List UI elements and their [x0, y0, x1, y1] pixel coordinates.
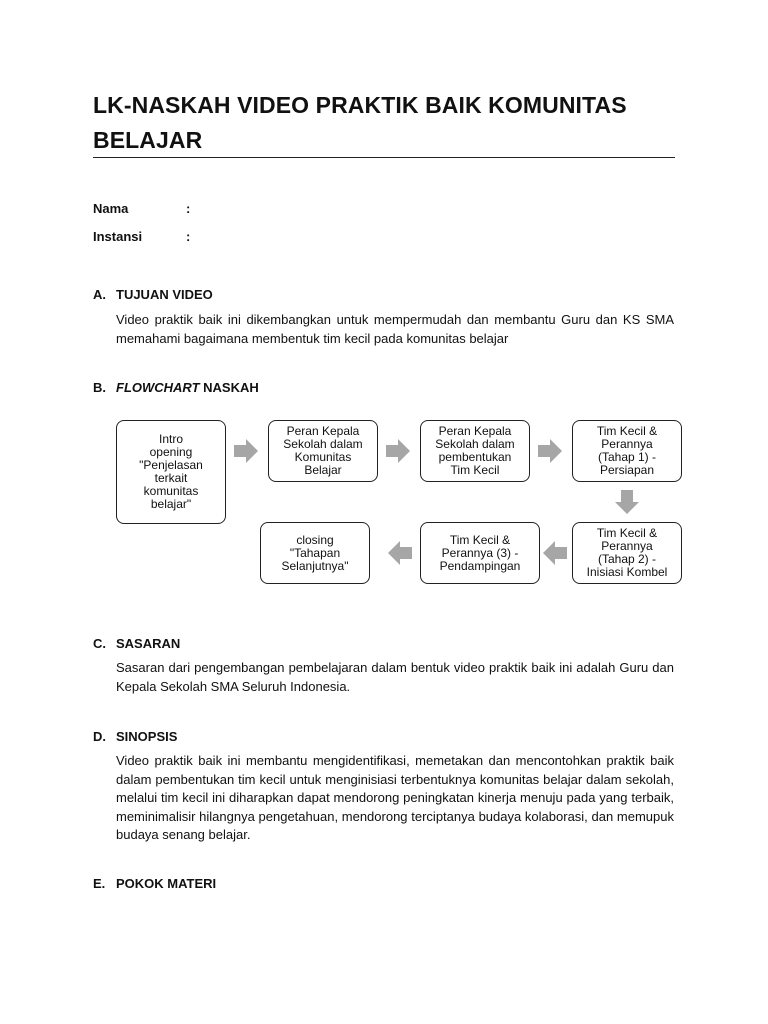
- field-instansi-colon: :: [186, 229, 191, 244]
- field-instansi-label: Instansi: [93, 229, 143, 244]
- section-c-letter: C.: [93, 636, 106, 651]
- flow-arrow-down-icon: [615, 490, 639, 514]
- section-d-body: Video praktik baik ini membantu mengidentifikasi, memetakan dan mencontohkan praktik baik dalam pembentukan tim kecil untuk menginisiasi terbentuknya komunitas belajar dalam sekolah, melalui tim kecil ini diharapkan dapat mendorong peningkatan kinerja menuju pada yang terbaik, meminimalisir hilangnya pengetahuan, mendorong terciptanya budaya kolaborasi, dan memupuk budaya senang belajar.: [116, 753, 674, 842]
- section-e-heading: [93, 876, 216, 891]
- section-a-body: Video praktik baik ini dikembangkan untuk mempermudah dan membantu Guru dan KS SMA memahami bagaimana membentuk tim kecil pada komunitas belajar: [116, 312, 674, 346]
- section-b-letter: B.: [93, 380, 106, 395]
- section-a-letter: A.: [93, 287, 106, 302]
- section-a-heading: [93, 287, 213, 302]
- section-c-heading: [93, 636, 180, 651]
- flow-arrow-left-icon: [388, 541, 412, 565]
- field-nama: [93, 201, 190, 216]
- section-e-letter: E.: [93, 876, 106, 891]
- document-title: LK-NASKAH VIDEO PRAKTIK BAIK KOMUNITAS BELAJAR: [93, 92, 627, 153]
- flow-box-tahap-2: Tim Kecil & Perannya (Tahap 2) - Inisiasi Kombel: [572, 522, 682, 584]
- section-c-body: Sasaran dari pengembangan pembelajaran dalam bentuk video praktik baik ini adalah Guru dan Kepala Sekolah SMA Seluruh Indonesia.: [116, 660, 674, 694]
- flow-box-closing: closing "Tahapan Selanjutnya": [260, 522, 370, 584]
- field-nama-colon: :: [186, 201, 191, 216]
- field-instansi: [93, 229, 190, 244]
- section-d-letter: D.: [93, 729, 106, 744]
- section-d-heading: [93, 729, 177, 744]
- flow-box-peran-ks-kombel: Peran Kepala Sekolah dalam Komunitas Belajar: [268, 420, 378, 482]
- title-underline: [93, 157, 675, 158]
- section-d-title: SINOPSIS: [116, 729, 178, 744]
- section-e-title: POKOK MATERI: [116, 876, 217, 891]
- field-nama-label: Nama: [93, 201, 129, 216]
- section-b-title-italic: FLOWCHART: [116, 380, 200, 395]
- flow-arrow-right-icon: [386, 439, 410, 463]
- flow-arrow-right-icon: [234, 439, 258, 463]
- section-a-title: TUJUAN VIDEO: [116, 287, 213, 302]
- flow-arrow-left-icon: [543, 541, 567, 565]
- section-b-heading: [93, 380, 259, 395]
- flow-arrow-right-icon: [538, 439, 562, 463]
- flow-box-intro: Intro opening "Penjelasan terkait komunitas belajar": [116, 420, 226, 524]
- flow-box-peran-ks-timkecil: Peran Kepala Sekolah dalam pembentukan Tim Kecil: [420, 420, 530, 482]
- section-b-title-rest: NASKAH: [199, 380, 259, 395]
- flow-box-tahap-3: Tim Kecil & Perannya (3) - Pendampingan: [420, 522, 540, 584]
- flow-box-tahap-1: Tim Kecil & Perannya (Tahap 1) - Persiapan: [572, 420, 682, 482]
- section-c-title: SASARAN: [116, 636, 181, 651]
